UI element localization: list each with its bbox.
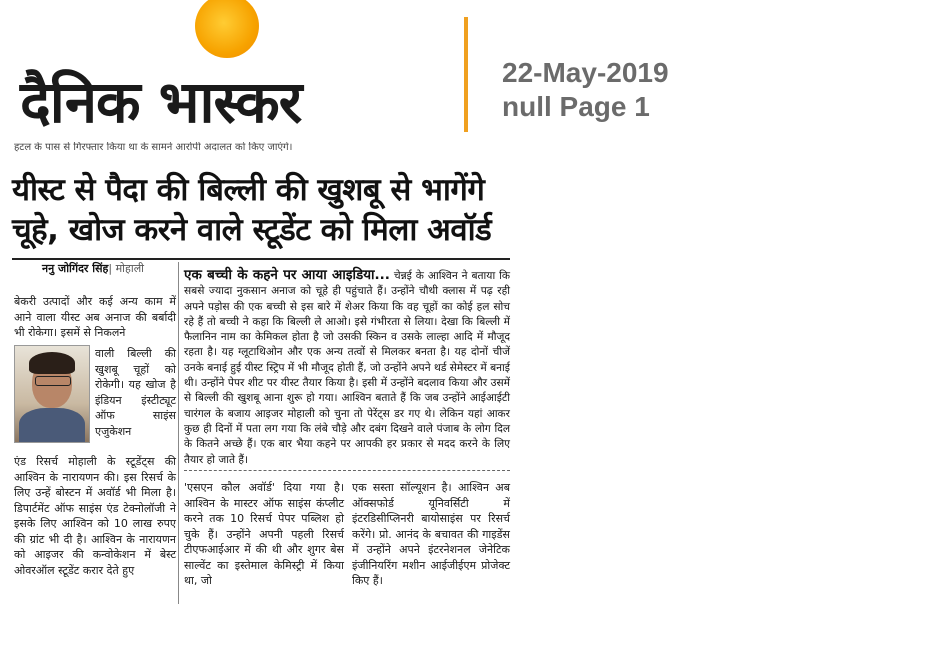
column-2-text: 'एसएन कौल अवॉर्ड' दिया गया है। आश्विन के मास्टर ऑफ साइंस कंप्लीट करने तक 10 रिसर्च पेपर पब्लिश हो चुके हैं। उन्होंने अपनी पहली रिसर्च टीएफआईआर में की थी और शुगर बेस साल्वेंट का इस्तेमाल केमिस्ट्री में किया था, जो [184, 481, 344, 587]
kicker-heading: एक बच्ची के कहने पर आया आइडिया... [184, 267, 390, 283]
byline-place: | मोहाली [108, 262, 145, 275]
byline-name: ननु जोगिंदर सिंह [42, 262, 109, 275]
student-photo [14, 345, 90, 443]
kicker-section [184, 268, 510, 468]
headline-rule [12, 258, 510, 260]
newspaper-logo: दैनिक भास्कर [20, 68, 302, 136]
edition-date: 22-May-2019 [502, 57, 669, 88]
article-headline: यीस्ट से पैदा की बिल्ली की खुशबू से भागेंगे चूहे, खोज करने वाले स्टूडेंट को मिला अवॉर्ड [12, 172, 492, 248]
photo-glasses [35, 376, 71, 386]
byline [42, 261, 144, 276]
photo-body [19, 408, 85, 443]
kicker-body-text: चेन्नई के आश्विन ने बताया कि सबसे ज्यादा नुकसान अनाज को चूहे ही पहुंचाते हैं। उन्होंने चौथी क्लास में पढ़ रही अपने पड़ोस की एक बच्ची से इस बारे में शेअर किया कि वह चूहों का कोई हल सोच रहे हैं तो बच्ची ने कहा कि बिल्ली ले आओ। इसे गंभीरता से लिया। देखा कि बिल्ली में फैलानिन नाम का केमिकल होता है जो उसकी स्किन व उसके लाल्हा आदि में मौजूद रहता है। यह ग्लूटाथिओन और एक अन्य तत्वों से मिलकर बनता है। यह दोनों चीजें उनके बनाई हुई यीस्ट स्ट्रिप में भी मौजूद होती हैं, जो उन्होंने अपने थर्ड सेमेस्टर में बनाई थी। उन्होंने पेपर शीट पर यीस्ट तैयार किया है। इसी में उन्होंने बदलाव किया और उसमें से बिल्ली की खुशबू आना शुरू हो गया। आश्विन बताते हैं कि जब उन्होंने आईआईटी चारंगल के बजाय आइजर मोहाली को चुना तो पेरेंट्स डर गए थे। लेकिन यहां आकर कुछ ही दिनों में पता लग गया कि लंबे चौड़े और दबंग दिखने वाले पंजाब के लोग दिल के कितने अच्छे हैं। एक बार भैया कहने पर आपकी हर प्रकार से मदद करने के लिए तैयार हो जाते हैं। [184, 270, 511, 466]
header-divider [464, 17, 468, 132]
photo-hair [29, 352, 75, 374]
column-2-body [184, 480, 344, 589]
column-1-wrap-paragraph: वाली बिल्ली की खुशबू चूहों को रोकेगी। यह खोज है इंडियन इंस्टीट्यूट ऑफ साइंस एजुकेशन [95, 347, 176, 438]
sun-logo-icon [195, 0, 259, 58]
edition-page: null Page 1 [502, 91, 650, 122]
column-1-wrap-text [95, 346, 176, 439]
section-dashed-divider [184, 470, 510, 471]
column-1-intro-text: बेकरी उत्पादों और कई अन्य काम में आने वाला यीस्ट अब अनाज की बर्बादी भी रोकेगा। इसमें से निकलने [14, 295, 176, 339]
edition-info [502, 56, 669, 124]
cropped-previous-article: हटल के पास से गिरफ्तार किया था के सामने आरोपी अदालत को किए जाएंगे। [14, 142, 293, 153]
column-1-intro [14, 294, 176, 341]
column-3-body [352, 480, 510, 589]
column-3-text: एक सस्ता सॉल्यूशन है। आश्विन अब ऑक्सफोर्ड यूनिवर्सिटी में इंटरडिसीप्लिनरी बायोसाइंस पर रिसर्च करेंगे। प्रो. आनंद के बचावत की गाइडेंस में उन्होंने अपने इंटरनेशनल जेनेटिक इंजीनियरिंग मशीन आईजीईएम प्रोजेक्ट किए हैं। [352, 481, 510, 587]
column-1-body [14, 454, 176, 578]
column-1-body-text: एंड रिसर्च मोहाली के स्टूडेंट्स की आश्विन के नारायणन की। इस रिसर्च के लिए उन्हें बोस्टन में अवॉर्ड भी मिला है। डिपार्टमेंट ऑफ साइंस एंड टेक्नोलॉजी ने इसके लिए आश्विन को 10 लाख रुपए की ग्रांट भी दी है। आश्विन के नारायणन को आइजर की कन्वोकेशन में बेस्ट ओवरऑल स्टूडेंट करार देते हुए [14, 455, 176, 577]
column-separator [178, 262, 179, 604]
